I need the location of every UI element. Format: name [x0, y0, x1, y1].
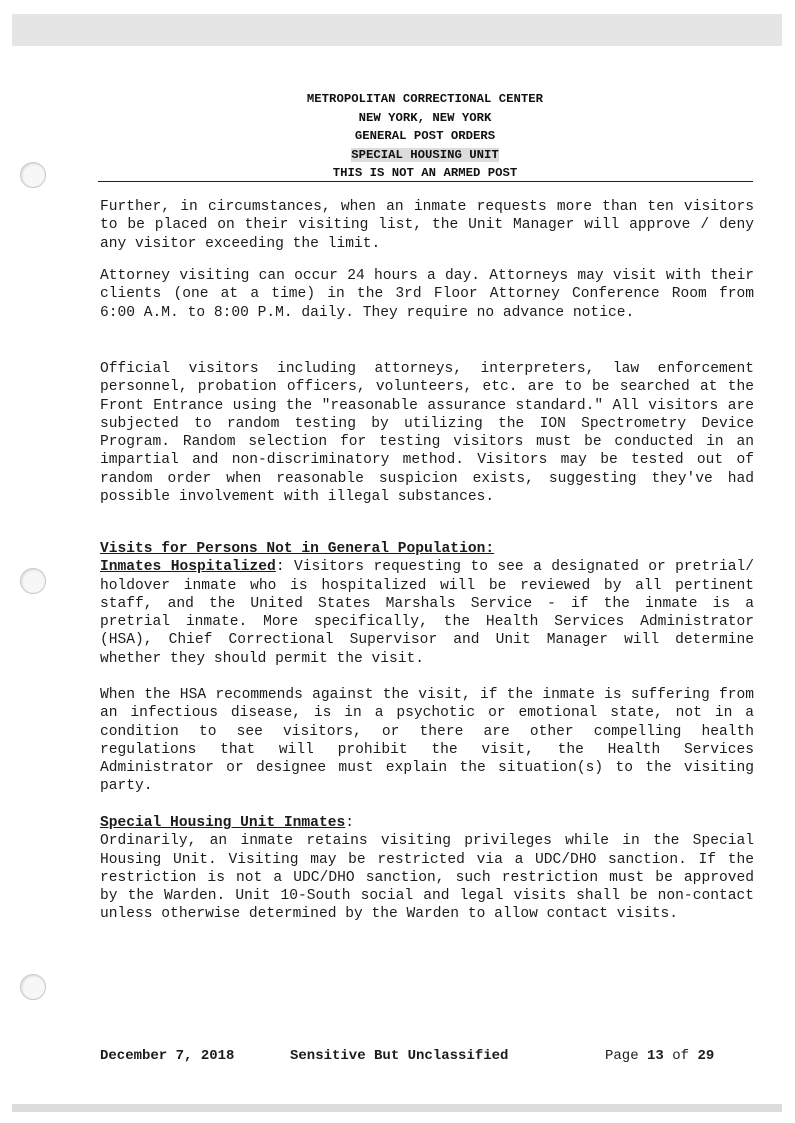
header-document-type: GENERAL POST ORDERS	[354, 129, 496, 144]
section-non-general-population	[100, 540, 754, 668]
header-post-status: THIS IS NOT AN ARMED POST	[332, 166, 518, 181]
punch-hole-bottom	[20, 974, 46, 1000]
punch-hole-middle	[20, 568, 46, 594]
section-heading-non-general-population: Visits for Persons Not in General Population:	[100, 541, 495, 557]
scan-bottom-edge	[12, 1104, 782, 1112]
paragraph-shu-inmates: Ordinarily, an inmate retains visiting privileges while in the Special Housing Unit. Visiting may be restricted via a UDC/DHO sanction. If the restriction is not a UDC/DHO sanction, such restriction must be approved by the Warden. Unit 10-South social and legal visits shall be non-contact unless otherwise determined by the Warden to allow contact visits.	[100, 833, 754, 923]
document-header	[100, 90, 750, 183]
paragraph-attorney-visiting: Attorney visiting can occur 24 hours a day. Attorneys may visit with their clients (one at a time) in the 3rd Floor Attorney Conference Room from 6:00 A.M. to 8:00 P.M. daily. They require no advance notice.	[100, 268, 754, 321]
scan-top-edge	[12, 14, 782, 46]
header-unit: SPECIAL HOUSING UNIT	[351, 147, 499, 162]
footer-date: December 7, 2018	[100, 1048, 235, 1064]
section-heading-shu-inmates	[100, 814, 754, 832]
paragraph-hsa-recommendation: When the HSA recommends against the visit, if the inmate is suffering from an infectious disease, is in a psychotic or emotional state, not in a condition to see visitors, or there are other compelling health regulations that will prohibit the visit, the Health Services Administrator or designee must explain the situation(s) to the visiting party.	[100, 687, 754, 795]
punch-hole-top	[20, 162, 46, 188]
subheading-inmates-hospitalized: Inmates Hospitalized	[100, 559, 276, 576]
footer-classification: Sensitive But Unclassified	[290, 1048, 509, 1064]
page-current: 13	[647, 1048, 664, 1064]
header-rule	[98, 181, 753, 182]
page-of: of	[672, 1048, 690, 1064]
footer-page-number	[605, 1048, 714, 1064]
paragraph-visitor-limit: Further, in circumstances, when an inmate requests more than ten visitors to be placed on their visiting list, the Unit Manager will approve / deny any visitor exceeding the limit.	[100, 199, 754, 252]
header-location: NEW YORK, NEW YORK	[358, 110, 492, 125]
page-total: 29	[697, 1048, 715, 1064]
paragraph-inmates-hospitalized	[100, 558, 754, 668]
text-inmates-hospitalized: : Visitors requesting to see a designated or pretrial/ holdover inmate who is hospitalized will be reviewed by all pertinent staff, and the United States Marshals Service - if the inmate is a pretrial inmate. More specifically, the Health Services Administrator (HSA), Chief Correctional Supervisor and Unit Manager will determine whether they should permit the visit.	[100, 559, 754, 667]
paragraph-official-visitors: Official visitors including attorneys, interpreters, law enforcement personnel, probation officers, volunteers, etc. are to be searched at the Front Entrance using the "reasonable assurance standard." All visitors are subjected to random testing by utilizing the ION Spectrometry Device Program. Random selection for testing visitors must be conducted in an impartial and non-discriminatory method. Visitors may be tested out of random order when reasonable suspicion exists, suggesting they've had possible involvement with illegal substances.	[100, 361, 754, 506]
page-label: Page	[605, 1048, 639, 1064]
heading-shu-colon: :	[345, 815, 354, 831]
header-institution: METROPOLITAN CORRECTIONAL CENTER	[306, 92, 544, 106]
heading-shu-inmates-text: Special Housing Unit Inmates	[100, 815, 346, 831]
section-special-housing-unit-inmates	[100, 814, 754, 924]
